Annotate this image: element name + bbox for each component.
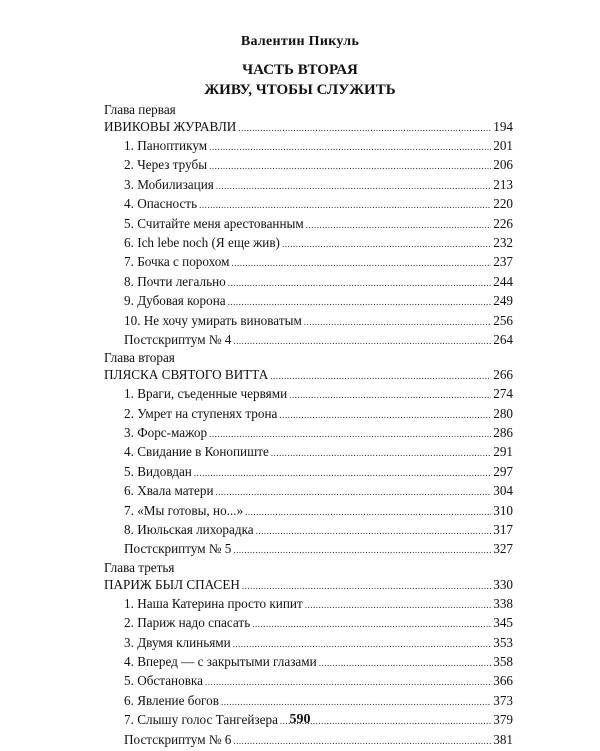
section-entry-page: 274 [493,386,513,402]
chapter-label: Глава вторая [104,350,175,366]
section-entry [104,442,513,461]
section-entry [104,252,513,271]
section-entry [104,194,513,213]
section-entry-title: 2. Умрет на ступенях трона [124,405,278,421]
section-entry-page: 232 [493,234,513,250]
section-entry-title: 6. Ich lebe noch (Я еще жив) [124,234,280,250]
section-entry [104,175,513,194]
section-entry-page: 381 [493,731,513,747]
section-entry-title: 9. Дубовая корона [124,293,226,309]
section-entry-page: 297 [493,463,513,479]
section-entry [104,214,513,233]
dot-leader [245,503,491,522]
part-subtitle: ЖИВУ, ЧТОБЫ СЛУЖИТЬ [204,82,396,98]
section-entry-title: 4. Вперед — с закрытыми глазами [124,653,317,669]
section-entry-page: 213 [493,176,513,192]
chapter-entry [104,118,513,136]
section-entry [104,691,513,710]
section-entry [104,501,513,520]
section-entry-page: 206 [493,157,513,173]
section-entry-title: Постскриптум № 6 [124,731,232,747]
chapter-entry-page: 266 [493,367,513,383]
table-of-contents [104,101,513,749]
dot-leader [194,464,491,483]
section-entry-title: 7. «Мы готовы, но...» [124,502,244,518]
section-entry-title: 8. Июльская лихорадка [124,522,254,538]
dot-leader [233,732,491,751]
section-entry-title: 5. Считайте меня арестованным [124,215,304,231]
dot-leader [228,274,491,293]
section-entry [104,311,513,330]
section-entry [104,520,513,539]
section-entry-title: 3. Форс-мажор [124,425,208,441]
section-entry-title: 1. Паноптикум [124,138,208,153]
dot-leader [238,119,491,137]
chapter-entry-title: ПАРИЖ БЫЛ СПАСЕН [104,576,240,592]
section-entry-title: 8. Почти легально [124,273,226,289]
chapter-entry-page: 194 [493,119,513,134]
section-entry [104,671,513,690]
running-header-author: Валентин Пикуль [240,34,360,49]
dot-leader [209,157,491,176]
dot-leader [252,615,491,634]
dot-leader [233,541,491,560]
dot-leader [306,216,491,235]
dot-leader [319,654,492,673]
section-entry [104,330,513,349]
section-entry-page: 345 [493,615,513,631]
section-entry-title: 7. Бочка с порохом [124,254,230,270]
section-entry-title: 4. Свидание в Конопиште [124,444,269,460]
section-entry-page: 280 [493,405,513,421]
section-entry-title: Постскриптум № 4 [124,331,232,347]
chapter-label: Глава первая [104,102,176,117]
section-entry-title: 3. Двумя клиньями [124,634,231,650]
section-entry [104,539,513,558]
section-entry-page: 353 [493,634,513,650]
section-entry-page: 286 [493,425,513,441]
part-title: ЧАСТЬ ВТОРАЯ [242,62,358,78]
section-entry [104,652,513,671]
dot-leader [216,177,491,196]
section-entry-page: 249 [493,293,513,309]
section-entry [104,481,513,500]
section-entry [104,404,513,423]
chapter-entry [104,576,513,594]
section-entry [104,384,513,403]
dot-leader [282,235,491,254]
section-entry-title: 4. Опасность [124,196,198,212]
section-entry-title: 7. Слышу голос Тангейзера [124,712,278,728]
page-number: 590 [289,712,311,727]
dot-leader [270,367,491,385]
section-entry [104,291,513,310]
section-entry [104,462,513,481]
section-entry-page: 366 [493,673,513,689]
chapter-entry [104,366,513,384]
section-entry-title: 2. Через трубы [124,157,208,173]
chapter-entry-title: ПЛЯСКА СВЯТОГО ВИТТА [104,367,269,383]
section-entry [104,730,513,749]
section-entry-title: 5. Видовдан [124,463,192,479]
section-entry-page: 237 [493,254,513,270]
dot-leader [305,596,491,615]
section-entry-page: 220 [493,196,513,212]
section-entry-title: 6. Хвала матери [124,483,214,499]
section-entry-title: Постскриптум № 5 [124,541,232,557]
dot-leader [205,673,491,692]
dot-leader [242,577,491,595]
section-entry-page: 201 [493,138,513,153]
section-entry-page: 338 [493,595,513,611]
dot-leader [279,406,491,425]
section-entry-page: 264 [493,331,513,347]
dot-leader [233,332,491,351]
section-entry-title: 6. Явление богов [124,692,219,708]
dot-leader [289,386,491,405]
chapter-entry-title: ИВИКОВЫ ЖУРАВЛИ [104,119,237,134]
section-entry-title: 5. Обстановка [124,673,203,689]
section-entry-page: 291 [493,444,513,460]
section-entry [104,633,513,652]
dot-leader [271,444,491,463]
chapter-entry-page: 330 [493,576,513,592]
section-entry-page: 226 [493,215,513,231]
section-entry-page: 379 [493,712,513,728]
section-entry-page: 327 [493,541,513,557]
section-entry [104,136,513,155]
section-entry-title: 10. Не хочу умирать виноватым [124,312,302,328]
section-entry-page: 304 [493,483,513,499]
section-entry-page: 358 [493,653,513,669]
section-entry-page: 310 [493,502,513,518]
section-entry-title: 3. Мобилизация [124,176,214,192]
section-entry [104,233,513,252]
section-entry [104,155,513,174]
section-entry-title: 2. Париж надо спасать [124,615,251,631]
dot-leader [304,313,491,332]
section-entry [104,613,513,632]
dot-leader [209,138,491,157]
section-entry [104,272,513,291]
section-entry-title: 1. Враги, съеденные червями [124,386,288,402]
dot-leader [256,522,492,541]
section-entry-page: 244 [493,273,513,289]
section-entry [104,423,513,442]
section-entry-page: 317 [493,522,513,538]
section-entry-title: 1. Наша Катерина просто кипит [124,595,303,611]
chapter-label: Глава третья [104,559,175,575]
section-entry [104,594,513,613]
dot-leader [231,254,491,273]
section-entry-page: 256 [493,312,513,328]
dot-leader [216,483,492,502]
section-entry-page: 373 [493,692,513,708]
